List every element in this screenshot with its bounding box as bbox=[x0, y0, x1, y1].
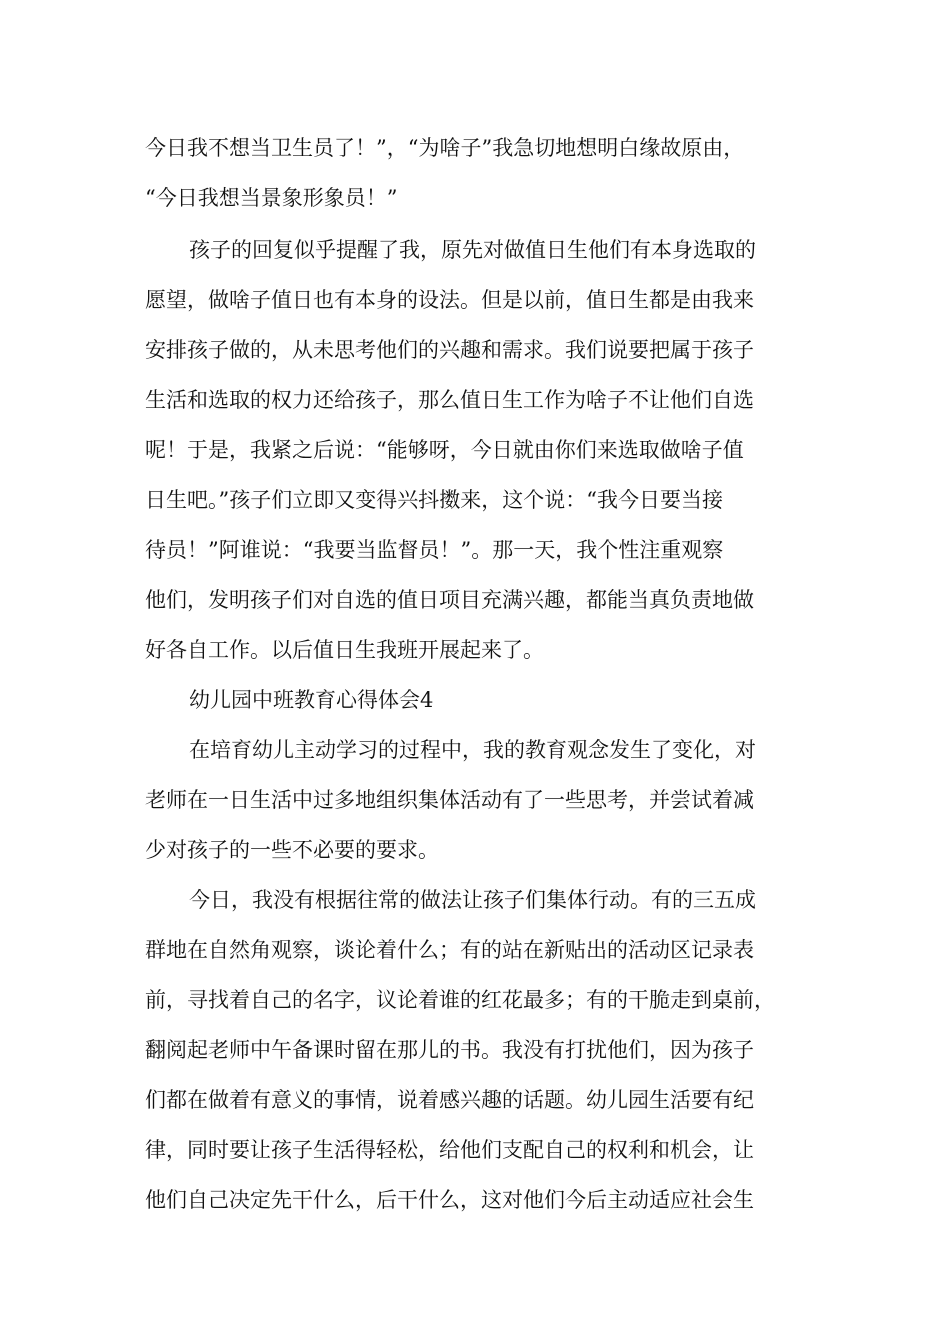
text-line: 日生吧。”孩子们立即又变得兴抖擞来，这个说：“我今日要当接 bbox=[145, 488, 723, 512]
section-heading: 幼儿园中班教育心得体会4 bbox=[189, 688, 434, 712]
paragraph-start-line: 孩子的回复似乎提醒了我，原先对做值日生他们有本身选取的 bbox=[189, 238, 756, 262]
text-line: 今日我不想当卫生员了！”，“为啥子”我急切地想明白缘故原由， bbox=[145, 136, 745, 160]
text-line: 愿望，做啥子值日也有本身的设法。但是以前，值日生都是由我来 bbox=[145, 288, 754, 312]
text-line: 呢！于是，我紧之后说：“能够呀，今日就由你们来选取做啥子值 bbox=[145, 438, 744, 462]
text-line: 安排孩子做的，从未思考他们的兴趣和需求。我们说要把属于孩子 bbox=[145, 338, 754, 362]
paragraph-start-line: 在培育幼儿主动学习的过程中，我的教育观念发生了变化，对 bbox=[189, 738, 756, 762]
text-line: 翻阅起老师中午备课时留在那儿的书。我没有打扰他们，因为孩子 bbox=[145, 1038, 754, 1062]
text-line: 他们自己决定先干什么，后干什么，这对他们今后主动适应社会生 bbox=[145, 1188, 754, 1212]
text-line: 老师在一日生活中过多地组织集体活动有了一些思考，并尝试着减 bbox=[145, 788, 754, 812]
text-line: 他们，发明孩子们对自选的值日项目充满兴趣，都能当真负责地做 bbox=[145, 588, 754, 612]
text-line: 群地在自然角观察，谈论着什么；有的站在新贴出的活动区记录表 bbox=[145, 938, 754, 962]
text-line: 律，同时要让孩子生活得轻松，给他们支配自己的权利和机会，让 bbox=[145, 1138, 754, 1162]
text-line: 们都在做着有意义的事情，说着感兴趣的话题。幼儿园生活要有纪 bbox=[145, 1088, 754, 1112]
text-line: “今日我想当景象形象员！” bbox=[145, 186, 398, 210]
text-line: 待员！”阿谁说：“我要当监督员！”。那一天，我个性注重观察 bbox=[145, 538, 724, 562]
text-line: 前，寻找着自己的名字，议论着谁的红花最多；有的干脆走到桌前， bbox=[145, 988, 775, 1012]
paragraph-start-line: 今日，我没有根据往常的做法让孩子们集体行动。有的三五成 bbox=[189, 888, 756, 912]
text-line: 少对孩子的一些不必要的要求。 bbox=[145, 838, 439, 862]
text-line: 生活和选取的权力还给孩子，那么值日生工作为啥子不让他们自选 bbox=[145, 388, 754, 412]
text-line: 好各自工作。以后值日生我班开展起来了。 bbox=[145, 638, 544, 662]
